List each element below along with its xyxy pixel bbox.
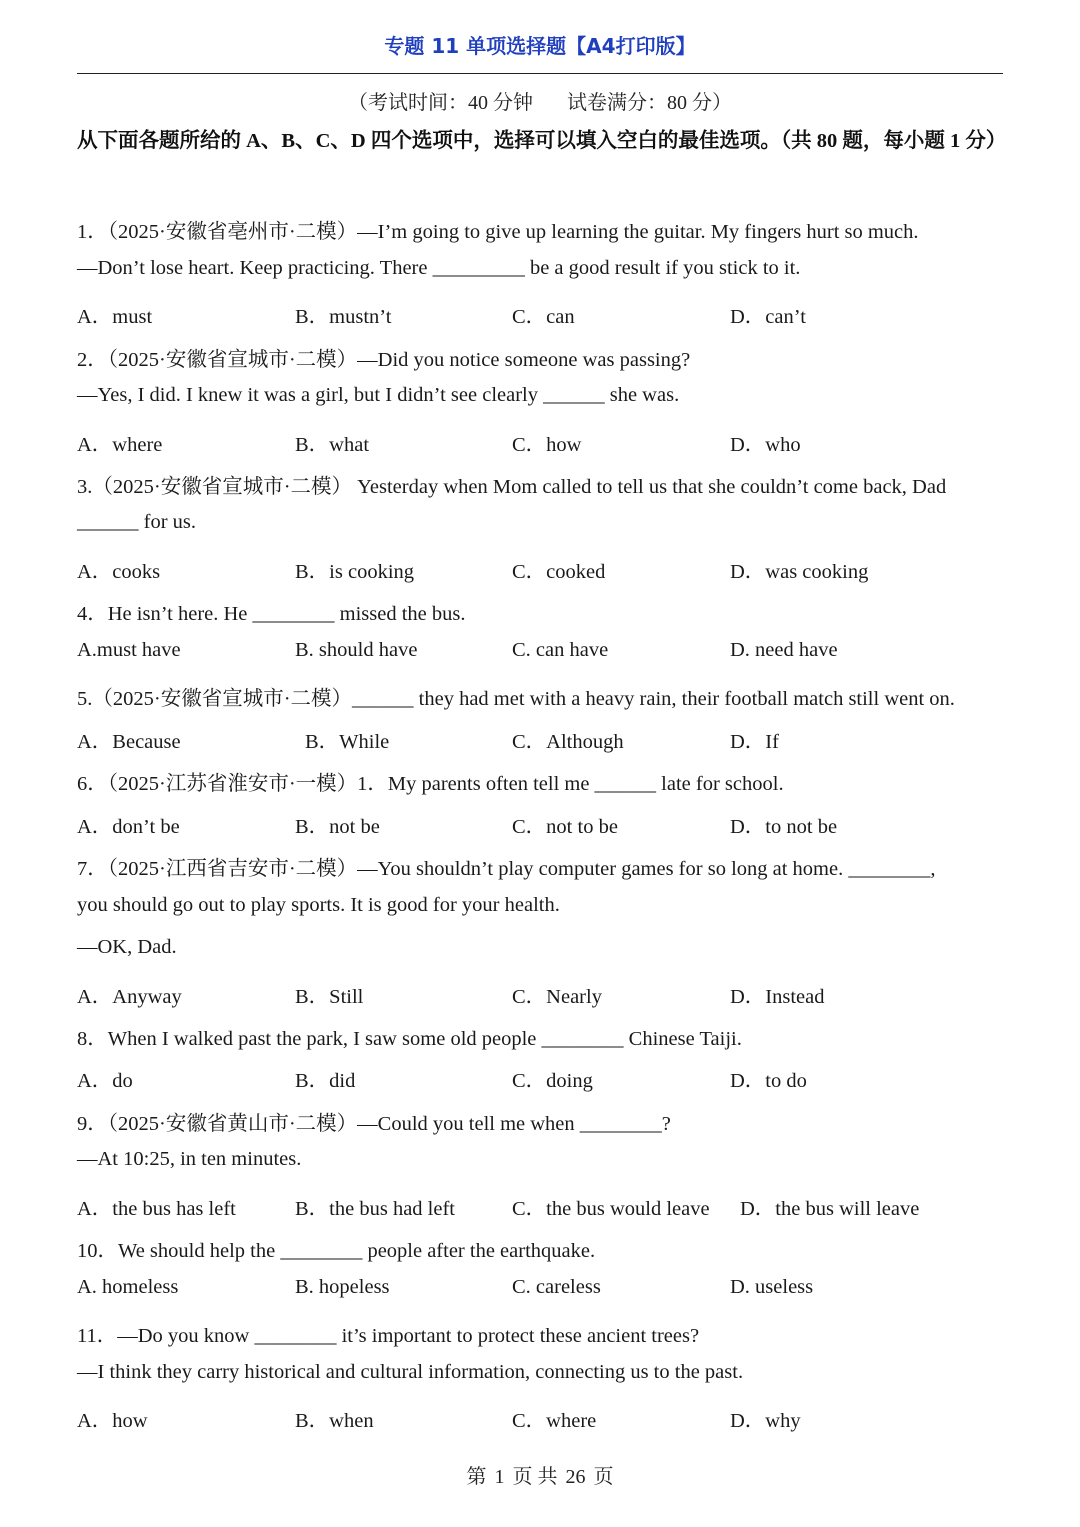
question-11-option-c: C．where [512,1410,597,1432]
question-9-option-b: B．the bus had left [295,1198,455,1220]
header-divider [77,73,1003,74]
question-4-option-b: B. should have [295,639,418,661]
question-6-option-b: B．not be [295,816,380,838]
question-7-line-1: 7．（2025·江西省吉安市·二模）—You shouldn’t play computer games for so long at home. ________, [77,858,936,880]
question-6-line-1: 6．（2025·江苏省淮安市·一模）1．My parents often tell me ______ late for school. [77,773,784,795]
question-4-option-c: C. can have [512,639,609,661]
question-10-option-b: B. hopeless [295,1276,390,1298]
question-11-option-b: B．when [295,1410,374,1432]
question-8-option-c: C．doing [512,1070,593,1092]
question-9-line-1: 9．（2025·安徽省黄山市·二模）—Could you tell me when ________? [77,1113,671,1135]
footer-page-number: 1 [494,1466,505,1488]
question-11-line-2: —I think they carry historical and cultural information, connecting us to the past. [77,1361,744,1383]
footer-total-pages: 26 [565,1466,586,1488]
question-6-option-c: C．not to be [512,816,618,838]
question-3-line-1: 3.（2025·安徽省宣城市·二模） Yesterday when Mom called to tell us that she couldn’t come back, Dad [77,476,947,498]
footer-page-suffix: 页 [593,1466,614,1488]
exam-time: （考试时间：40 分钟 [348,92,533,114]
question-6-option-a: A．don’t be [77,816,180,838]
question-8-option-a: A．do [77,1070,133,1092]
question-2-option-a: A．where [77,434,163,456]
question-5-option-a: A．Because [77,731,181,753]
footer-page-label: 第 [466,1466,487,1488]
question-2-option-d: D．who [730,434,801,456]
page-footer [0,1460,1080,1489]
question-11-option-a: A．how [77,1410,148,1432]
question-7-option-c: C．Nearly [512,986,602,1008]
question-8-option-b: B．did [295,1070,356,1092]
instructions: 从下面各题所给的 A、B、C、D 四个选项中，选择可以填入空白的最佳选项。（共 80 题，每小题 1 分） [77,130,1007,152]
question-5-option-d: D．If [730,731,779,753]
question-11-line-1: 11．—Do you know ________ it’s important to protect these ancient trees? [77,1325,700,1347]
question-5-option-c: C．Although [512,731,624,753]
question-9-line-2: —At 10:25, in ten minutes. [77,1148,302,1170]
question-10-option-c: C. careless [512,1276,601,1298]
question-8-line-1: 8．When I walked past the park, I saw some old people ________ Chinese Taiji. [77,1028,742,1050]
question-1-line-2: —Don’t lose heart. Keep practicing. There _________ be a good result if you stick to it. [77,257,801,279]
question-1-option-b: B．mustn’t [295,306,392,328]
question-10-option-d: D. useless [730,1276,814,1298]
question-3-option-a: A．cooks [77,561,161,583]
question-5-option-b: B．While [305,731,390,753]
question-8-option-d: D．to do [730,1070,807,1092]
question-4-option-d: D. need have [730,639,838,661]
question-3-option-d: D．was cooking [730,561,869,583]
question-3-option-c: C．cooked [512,561,606,583]
exam-score: 试卷满分：80 分） [567,92,732,114]
question-10-option-a: A. homeless [77,1276,179,1298]
question-9-option-d: D．the bus will leave [740,1198,920,1220]
question-2-line-1: 2．（2025·安徽省宣城市·二模）—Did you notice someone was passing? [77,349,691,371]
question-10-line-1: 10．We should help the ________ people after the earthquake. [77,1240,596,1262]
question-2-option-c: C．how [512,434,582,456]
question-7-option-d: D．Instead [730,986,825,1008]
question-4-line-1: 4．He isn’t here. He ________ missed the bus. [77,603,466,625]
question-3-line-2: ______ for us. [77,511,197,533]
question-6-option-d: D．to not be [730,816,838,838]
page-title: 专题 11 单项选择题【A4打印版】 [384,34,696,58]
question-3-option-b: B．is cooking [295,561,415,583]
exam-info [0,86,1080,115]
question-7-line-2: you should go out to play sports. It is good for your health. [77,894,560,916]
question-9-option-c: C．the bus would leave [512,1198,710,1220]
question-1-line-1: 1．（2025·安徽省亳州市·二模）—I’m going to give up learning the guitar. My fingers hurt so much. [77,221,919,243]
question-4-option-a: A.must have [77,639,181,661]
question-7-option-b: B．Still [295,986,364,1008]
question-2-option-b: B．what [295,434,370,456]
question-9-option-a: A．the bus has left [77,1198,236,1220]
question-2-line-2: —Yes, I did. I knew it was a girl, but I didn’t see clearly ______ she was. [77,384,680,406]
footer-page-mid: 页 共 [512,1466,558,1488]
question-7-line-3: —OK, Dad. [77,936,177,958]
question-5-line-1: 5.（2025·安徽省宣城市·二模）______ they had met with a heavy rain, their football match still went on. [77,688,955,710]
question-1-option-d: D．can’t [730,306,806,328]
question-1-option-a: A．must [77,306,153,328]
question-1-option-c: C．can [512,306,575,328]
question-7-option-a: A．Anyway [77,986,182,1008]
question-11-option-d: D．why [730,1410,801,1432]
